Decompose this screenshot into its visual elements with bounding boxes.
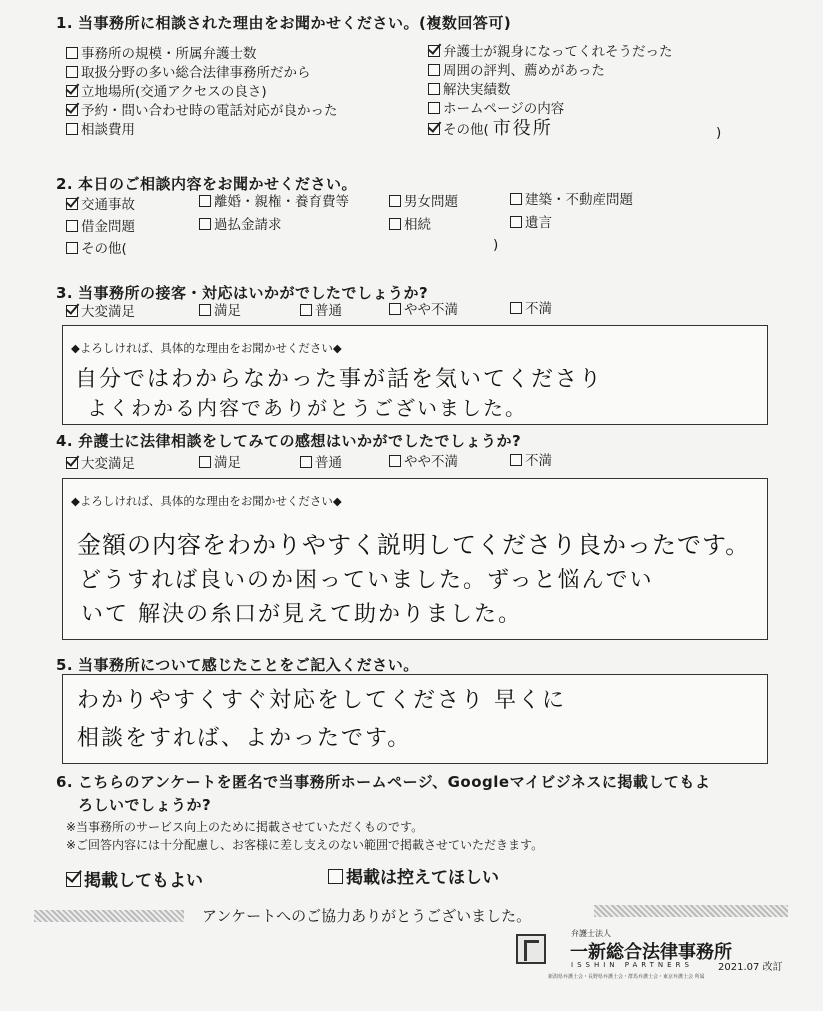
q2-option[interactable]: 遺言 xyxy=(510,214,552,233)
q1-option-other[interactable]: その他( 市役所 xyxy=(428,119,673,140)
q1-option[interactable]: 弁護士が親身になってくれそうだった xyxy=(428,43,673,62)
q3-option[interactable]: やや不満 xyxy=(389,301,458,320)
q2-option[interactable]: 過払金請求 xyxy=(199,216,282,235)
q3-option[interactable]: 大変満足 xyxy=(66,303,135,322)
q4-answer-line: いて 解決の糸口が見えて助かりました。 xyxy=(81,602,522,627)
q1-option[interactable]: 事務所の規模・所属弁護士数 xyxy=(66,45,338,64)
q1-option[interactable]: ホームページの内容 xyxy=(428,100,673,119)
checkbox[interactable] xyxy=(510,454,522,466)
q5-answer-box[interactable] xyxy=(62,674,768,764)
checkbox[interactable] xyxy=(199,195,211,207)
decorative-stripe xyxy=(34,910,184,922)
q1-option[interactable]: 予約・問い合わせ時の電話対応が良かった xyxy=(66,102,338,121)
q1-option[interactable]: 解決実績数 xyxy=(428,81,673,100)
q1-option[interactable]: 取扱分野の多い総合法律事務所だから xyxy=(66,64,338,83)
checkbox[interactable] xyxy=(510,193,522,205)
q4-hint: ◆よろしければ、具体的な理由をお聞かせください◆ xyxy=(71,494,342,508)
firm-affiliation: 新潟県弁護士会・長野県弁護士会・群馬弁護士会・東京弁護士会 所属 xyxy=(548,974,705,980)
close-paren: ) xyxy=(493,237,499,253)
firm-name-en: ISSHIN PARTNERS xyxy=(571,961,693,969)
close-paren: ) xyxy=(716,125,722,141)
q4-option[interactable]: やや不満 xyxy=(389,453,458,472)
q2-title: 2. 本日のご相談内容をお聞かせください。 xyxy=(56,175,358,193)
q1-option[interactable]: 相談費用 xyxy=(66,121,338,140)
q6-note: ※当事務所のサービス向上のために掲載させていただくものです。 xyxy=(66,820,424,834)
checkbox[interactable] xyxy=(428,102,440,114)
q3-title: 3. 当事務所の接客・対応はいかがでしたでしょうか? xyxy=(56,284,429,302)
q3-option[interactable]: 不満 xyxy=(510,300,552,319)
checkbox-checked[interactable] xyxy=(66,305,78,317)
q4-answer-box[interactable] xyxy=(62,478,768,640)
q3-hint: ◆よろしければ、具体的な理由をお聞かせください◆ xyxy=(71,341,342,355)
handwritten-other: 市役所 xyxy=(492,118,553,139)
q1-right-options xyxy=(428,43,673,140)
checkbox[interactable] xyxy=(428,83,440,95)
q1-title xyxy=(56,12,511,33)
checkbox[interactable] xyxy=(389,195,401,207)
checkbox[interactable] xyxy=(300,456,312,468)
checkbox[interactable] xyxy=(66,123,78,135)
q1-option[interactable]: 立地場所(交通アクセスの良さ) xyxy=(66,83,338,102)
firm-prefix: 弁護士法人 xyxy=(571,929,611,938)
checkbox-checked[interactable] xyxy=(428,45,440,57)
q5-answer-line: 相談をすれば、よかったです。 xyxy=(77,726,412,751)
q6-note: ※ご回答内容には十分配慮し、お客様に差し支えのない範囲で掲載させていただきます。 xyxy=(66,838,544,852)
q1-option[interactable]: 周囲の評判、薦めがあった xyxy=(428,62,673,81)
checkbox-checked[interactable] xyxy=(66,198,78,210)
checkbox[interactable] xyxy=(389,218,401,230)
checkbox[interactable] xyxy=(66,220,78,232)
checkbox[interactable] xyxy=(66,66,78,78)
checkbox[interactable] xyxy=(199,218,211,230)
firm-logo-icon xyxy=(516,934,546,964)
q2-option[interactable]: 離婚・親権・養育費等 xyxy=(199,193,349,212)
checkbox[interactable] xyxy=(328,869,343,884)
q4-title: 4. 弁護士に法律相談をしてみての感想はいかがでしたでしょうか? xyxy=(56,432,522,450)
q4-option[interactable]: 不満 xyxy=(510,452,552,471)
thanks-message: アンケートへのご協力ありがとうございました。 xyxy=(202,907,532,925)
checkbox[interactable] xyxy=(300,304,312,316)
checkbox[interactable] xyxy=(510,216,522,228)
q4-option[interactable]: 普通 xyxy=(300,454,342,473)
q2-option-other[interactable]: その他( xyxy=(66,240,127,259)
revision-date: 2021.07 改訂 xyxy=(718,962,783,973)
checkbox[interactable] xyxy=(199,456,211,468)
checkbox[interactable] xyxy=(389,303,401,315)
q4-answer-line: 金額の内容をわかりやすく説明してくださり良かったです。 xyxy=(77,531,751,559)
q1-number: 1. xyxy=(56,14,74,32)
q2-option[interactable]: 相続 xyxy=(389,216,431,235)
decorative-stripe xyxy=(594,905,788,917)
q5-answer-line: わかりやすくすぐ対応をしてくださり 早くに xyxy=(77,688,566,713)
checkbox[interactable] xyxy=(199,304,211,316)
checkbox-checked[interactable] xyxy=(428,123,440,135)
checkbox[interactable] xyxy=(66,47,78,59)
q2-option[interactable]: 借金問題 xyxy=(66,218,135,237)
q3-answer-line: よくわかる内容でありがとうございました。 xyxy=(87,396,527,420)
checkbox-checked[interactable] xyxy=(66,457,78,469)
q4-answer-line: どうすれば良いのか困っていました。ずっと悩んでい xyxy=(79,568,654,593)
q4-option[interactable]: 大変満足 xyxy=(66,455,135,474)
checkbox[interactable] xyxy=(428,64,440,76)
q1-left-options xyxy=(66,45,338,140)
q1-title-text: 当事務所に相談された理由をお聞かせください。(複数回答可) xyxy=(78,14,512,32)
q3-answer-line: 自分ではわからなかった事が話を気いてくださり xyxy=(75,367,604,392)
checkbox[interactable] xyxy=(510,302,522,314)
firm-name: 一新総合法律事務所 xyxy=(570,942,732,963)
publish-no-option[interactable]: 掲載は控えてほしい xyxy=(328,863,499,888)
q5-title: 5. 当事務所について感じたことをご記入ください。 xyxy=(56,656,419,674)
q3-answer-box[interactable] xyxy=(62,325,768,425)
checkbox-checked[interactable] xyxy=(66,104,78,116)
q4-option[interactable]: 満足 xyxy=(199,454,241,473)
checkbox-checked[interactable] xyxy=(66,85,78,97)
q6-title: 6. こちらのアンケートを匿名で当事務所ホームページ、Googleマイビジネスに掲載してもよ xyxy=(56,773,711,791)
q3-option[interactable]: 普通 xyxy=(300,302,342,321)
q2-option[interactable]: 男女問題 xyxy=(389,193,458,212)
q3-option[interactable]: 満足 xyxy=(199,302,241,321)
q2-option[interactable]: 建築・不動産問題 xyxy=(510,191,633,210)
checkbox[interactable] xyxy=(389,455,401,467)
q6-title-line2: ろしいでしょうか? xyxy=(78,796,212,814)
q2-option[interactable]: 交通事故 xyxy=(66,196,135,215)
publish-yes-option[interactable]: 掲載してもよい xyxy=(66,866,203,891)
checkbox-checked[interactable] xyxy=(66,872,81,887)
checkbox[interactable] xyxy=(66,242,78,254)
